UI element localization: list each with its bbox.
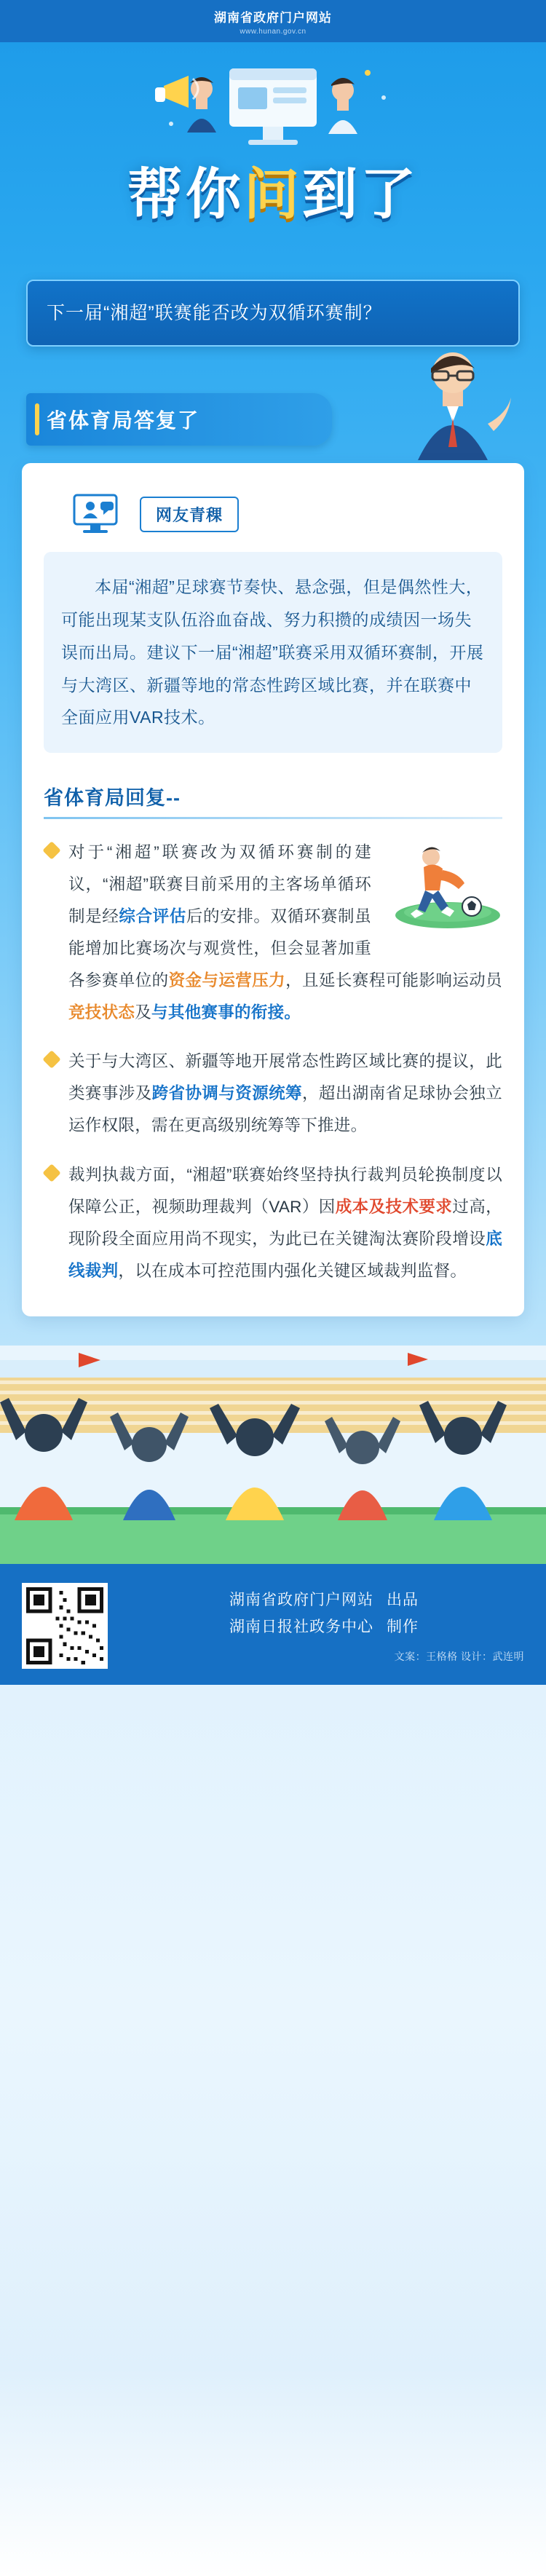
p3-seg-0: 裁判执裁方面，“湘超”联赛始终坚持执行裁判员轮换制度以保障公正，视频助理裁判（VAR）因 (68, 1166, 502, 1216)
footer-text (124, 1587, 524, 1664)
site-header (0, 0, 546, 42)
content-card (22, 463, 524, 1316)
netizen-row (44, 488, 502, 552)
footer-credit: 文案：王格格 设计：武连明 (394, 1651, 524, 1663)
footer-line-1-right: 出品 (387, 1591, 419, 1608)
soccer-player-icon (379, 837, 502, 931)
reply-banner: 省体育局答复了 (26, 393, 332, 446)
footer-line-1 (124, 1587, 524, 1614)
question-card: 下一届“湘超”联赛能否改为双循环赛制？ (26, 280, 520, 347)
page-title (0, 150, 546, 229)
question-body: 本届“湘超”足球赛节奏快、悬念强，但是偶然性大，可能出现某支队伍浴血奋战、努力积攒的成绩因一场失误而出局。建议下一届“湘超”联赛采用双循环赛制，开展与大湾区、新疆等地的常态性跨区域比赛，并在联赛中全面应用VAR技术。 (44, 552, 502, 753)
p1-seg-4: ，且延长赛程可能影响运动员 (285, 971, 502, 989)
p1-seg-2: 后的安排。双循环赛制虽能增加比赛场次与观赏性，但会显著加重各参赛单位的 (68, 906, 371, 989)
reply-section-title: 省体育局回复-- (44, 782, 502, 819)
p1-seg-0: 对于“湘超”联赛改为双循环赛制的建议，“湘超”联赛目前采用的主客场单循环制是经 (68, 843, 371, 925)
p3-seg-1: 成本及技术要求 (335, 1197, 453, 1216)
title-highlight: 问 (244, 162, 302, 226)
official-man-icon (386, 336, 517, 460)
reply-paragraph-1 (44, 837, 502, 1028)
p1-seg-5: 竞技状态 (68, 1003, 135, 1022)
p2-seg-0: 关于与大湾区、新疆等地开展常态性跨区域比赛的提议，此类赛事涉及 (68, 1052, 502, 1103)
p2-seg-1: 跨省协调与资源统筹 (151, 1084, 302, 1103)
footer-line-1-left: 湖南省政府门户网站 (229, 1591, 373, 1608)
footer (0, 1564, 546, 1685)
reply-paragraph-2 (44, 1046, 502, 1142)
footer-line-2 (124, 1614, 524, 1641)
footer-line-2-right: 制作 (387, 1618, 419, 1635)
reply-banner-wrap (0, 393, 546, 463)
netizen-badge: 网友青稞 (140, 497, 239, 532)
fans-cheering-icon (0, 1346, 546, 1564)
title-part1: 帮你 (127, 162, 244, 226)
megaphone-people-icon (120, 54, 426, 156)
site-name: 湖南省政府门户网站 (214, 10, 332, 25)
title-part2: 到了 (302, 162, 419, 226)
p1-seg-6: 及 (135, 1003, 152, 1022)
reply-paragraph-3 (44, 1159, 502, 1287)
p3-seg-2: 过高，现阶段全面应用尚不现实，为此已在关键淘汰赛阶段增设 (68, 1197, 502, 1248)
bullet-diamond-icon (42, 841, 60, 859)
p3-seg-3: 底线裁判 (68, 1229, 502, 1280)
site-url: www.hunan.gov.cn (240, 27, 306, 36)
bullet-diamond-icon (42, 1051, 60, 1069)
p1-seg-7: 与其他赛事的衔接。 (151, 1003, 301, 1022)
p1-seg-1: 综合评估 (119, 906, 186, 925)
monitor-user-icon (73, 492, 127, 536)
stadium-illustration (0, 1346, 546, 1564)
bullet-diamond-icon (42, 1163, 60, 1182)
p3-seg-4: ，以在成本可控范围内强化关键区域裁判监督。 (118, 1261, 467, 1280)
p2-seg-2: ，超出湖南省足球协会独立运作权限，需在更高级别统筹等下推进。 (68, 1084, 502, 1135)
p1-seg-3: 资金与运营压力 (168, 971, 286, 989)
qr-code[interactable] (22, 1583, 108, 1669)
footer-line-2-left: 湖南日报社政务中心 (229, 1618, 373, 1635)
hero-section (0, 42, 546, 261)
